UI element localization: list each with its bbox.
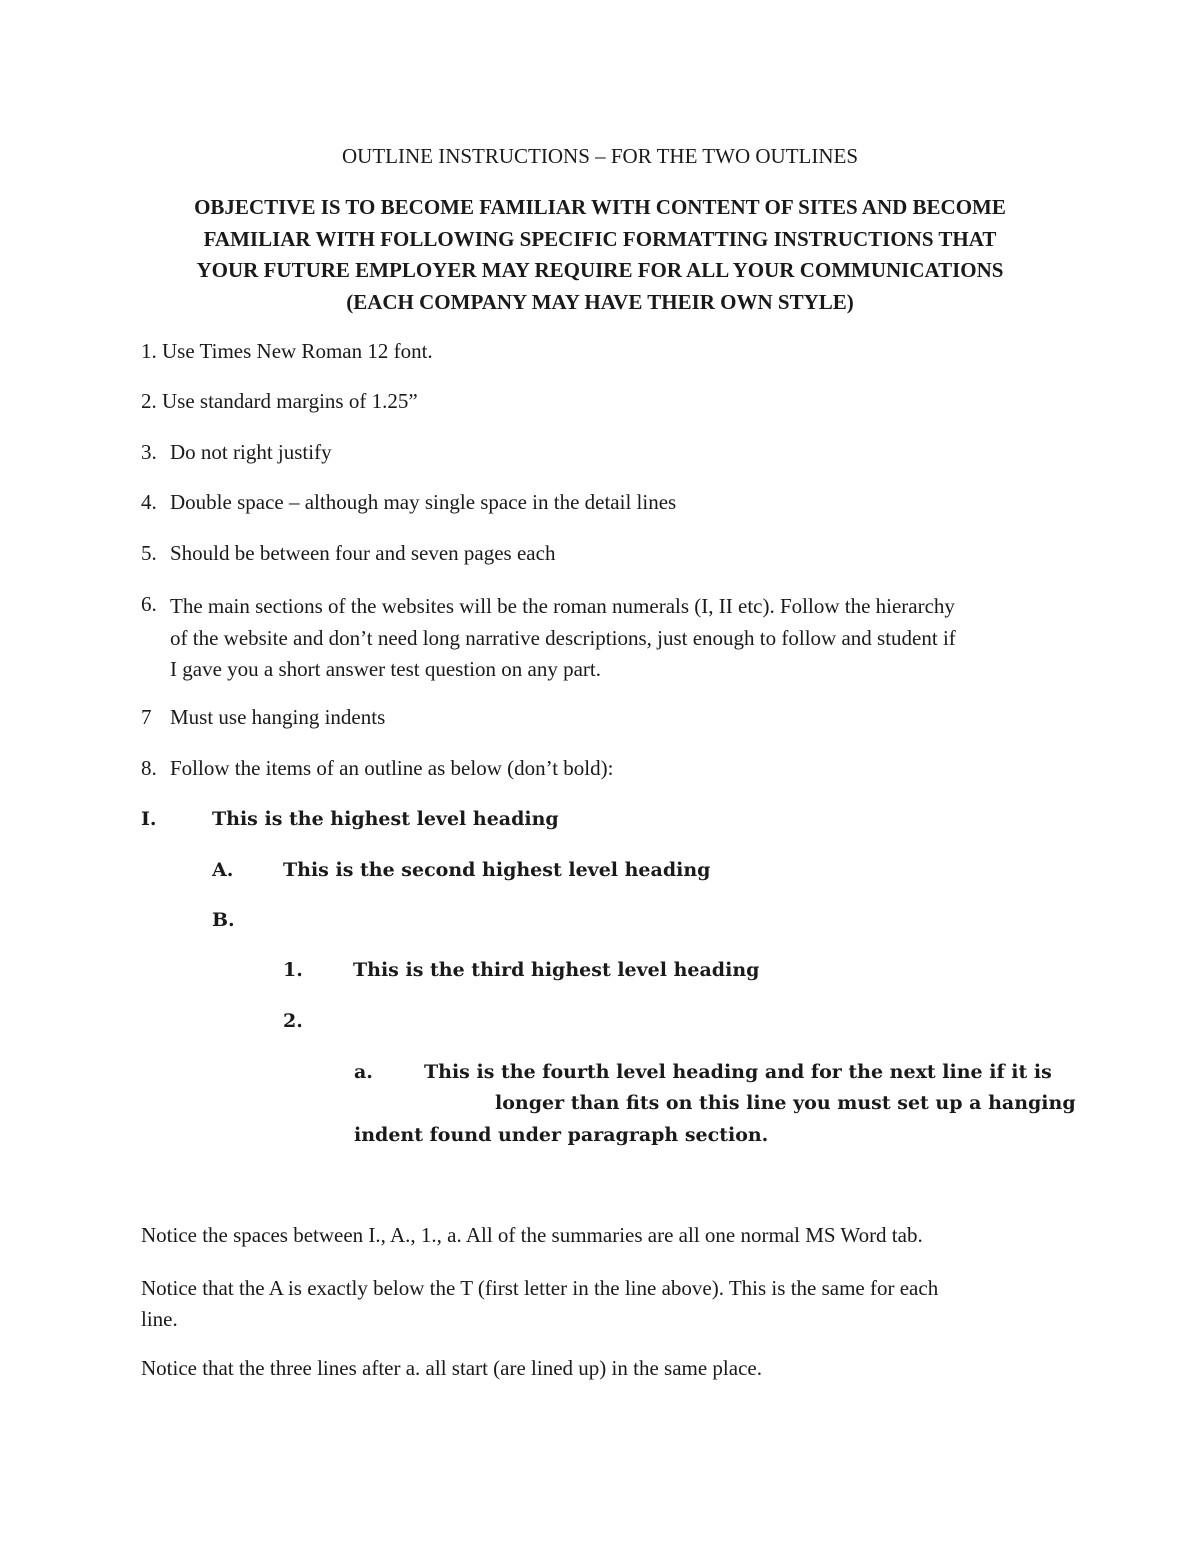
- outline-heading-text: This is the third highest level heading: [353, 959, 760, 981]
- instruction-number: 1.: [141, 339, 157, 363]
- note-line: Notice that the A is exactly below the T (first letter in the line above). This is the same for each: [141, 1276, 939, 1300]
- outline-heading-text: This is the highest level heading: [212, 808, 559, 830]
- instruction-text: Double space – although may single space in the detail lines: [170, 490, 677, 514]
- instruction-number: 6.: [141, 592, 157, 616]
- outline-label: A.: [212, 859, 234, 881]
- instruction-number: 4.: [141, 490, 157, 514]
- instruction-text: Should be between four and seven pages each: [170, 541, 556, 565]
- note-paragraph-2: [141, 1273, 938, 1335]
- instruction-text: [170, 591, 956, 686]
- instruction-text: Do not right justify: [170, 440, 332, 464]
- instruction-item-2: [141, 388, 418, 414]
- instruction-text: Follow the items of an outline as below (don’t bold):: [170, 756, 614, 780]
- outline-label: B.: [212, 909, 235, 931]
- instruction-text: Must use hanging indents: [170, 705, 386, 729]
- note-paragraph-1: [141, 1222, 923, 1248]
- instruction-text-line: The main sections of the websites will be the roman numerals (I, II etc). Follow the hierarchy: [170, 594, 955, 618]
- outline-level-4-continuation: indent found under paragraph section.: [354, 1124, 769, 1146]
- objective-line: YOUR FUTURE EMPLOYER MAY REQUIRE FOR ALL YOUR COMMUNICATIONS: [196, 258, 1004, 282]
- note-line: line.: [141, 1307, 178, 1331]
- objective-line: (EACH COMPANY MAY HAVE THEIR OWN STYLE): [346, 289, 854, 314]
- document-title: OUTLINE INSTRUCTIONS – FOR THE TWO OUTLINES: [341, 144, 859, 168]
- objective-line: FAMILIAR WITH FOLLOWING SPECIFIC FORMATTING INSTRUCTIONS THAT: [203, 226, 997, 251]
- note-paragraph-3: [141, 1355, 762, 1381]
- outline-heading-text: This is the second highest level heading: [283, 859, 711, 881]
- outline-label: I.: [141, 808, 157, 830]
- note-line: Notice that the three lines after a. all start (are lined up) in the same place.: [141, 1356, 762, 1380]
- instruction-number: 8.: [141, 756, 157, 780]
- instruction-number: 5.: [141, 541, 157, 565]
- outline-label: 2.: [283, 1010, 303, 1032]
- instruction-number: 7: [141, 705, 152, 729]
- instruction-text: Use Times New Roman 12 font.: [162, 339, 433, 363]
- outline-label: a.: [354, 1061, 373, 1083]
- instruction-text: Use standard margins of 1.25”: [162, 389, 418, 413]
- note-line: Notice the spaces between I., A., 1., a. All of the summaries are all one normal MS Word tab.: [141, 1223, 923, 1247]
- instruction-text-line: of the website and don’t need long narrative descriptions, just enough to follow and student if: [170, 625, 956, 650]
- instruction-number: 3.: [141, 440, 157, 464]
- objective-line: OBJECTIVE IS TO BECOME FAMILIAR WITH CONTENT OF SITES AND BECOME: [194, 195, 1006, 219]
- outline-level-4-continuation: longer than fits on this line you must set up a hanging: [495, 1092, 1076, 1114]
- instruction-number: 2.: [141, 389, 157, 413]
- objective-heading: [120, 192, 1080, 318]
- instruction-item-1: [141, 338, 433, 364]
- instruction-text-line: I gave you a short answer test question on any part.: [170, 657, 601, 681]
- outline-label: 1.: [283, 959, 303, 981]
- outline-heading-line: This is the fourth level heading and for the next line if it is: [424, 1061, 1052, 1083]
